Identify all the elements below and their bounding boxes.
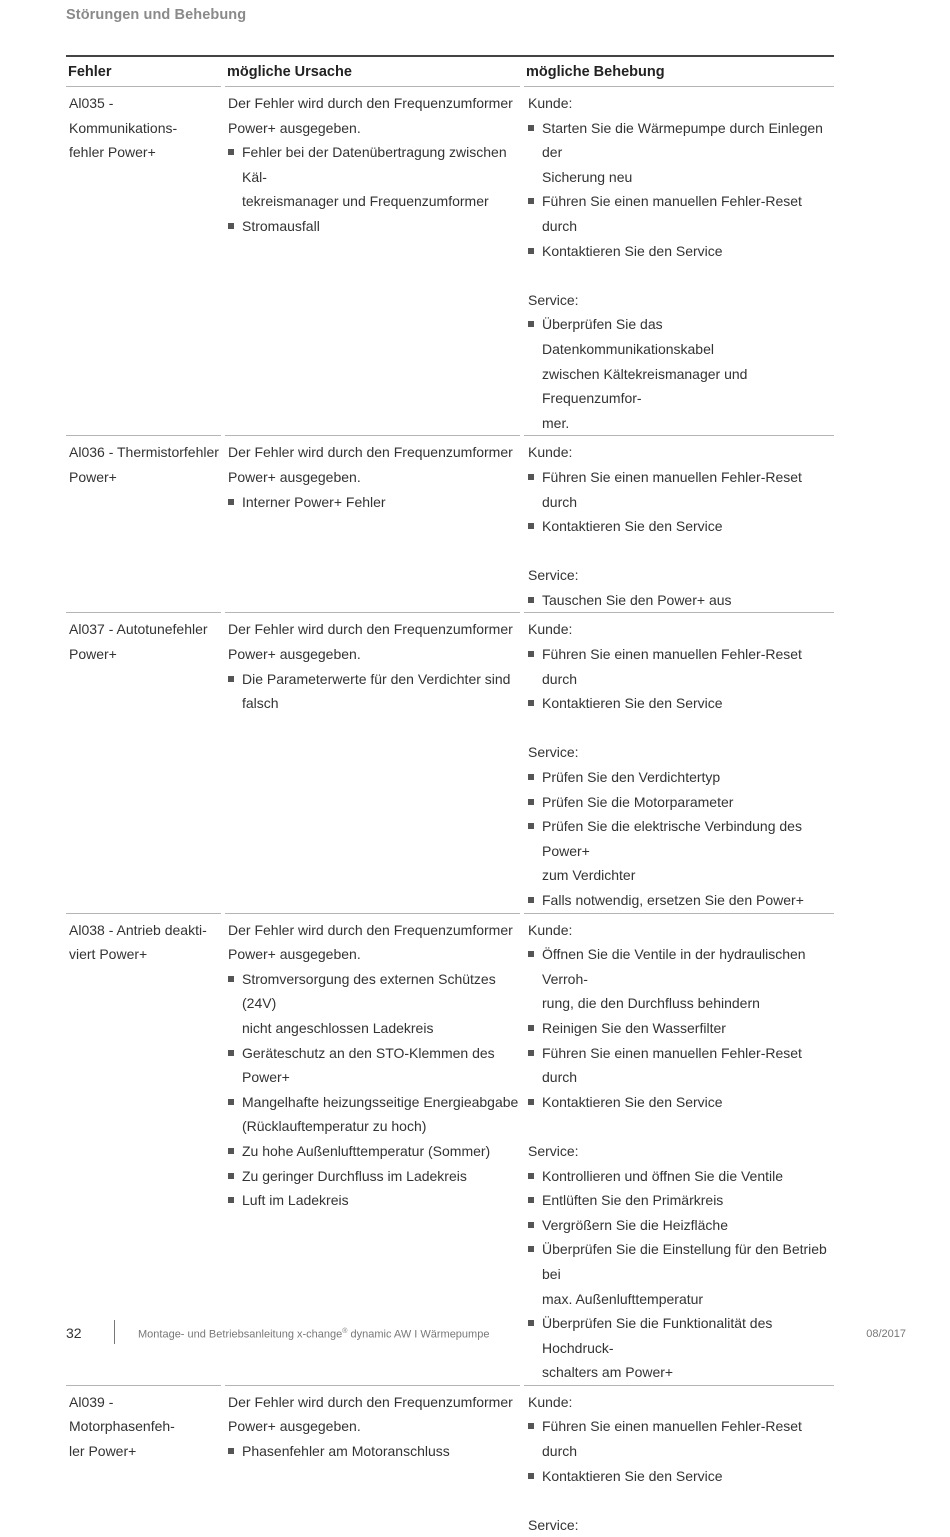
error-code-cell	[66, 1386, 221, 1537]
cause-text: Stromausfall	[242, 217, 320, 234]
cause-item	[228, 1041, 520, 1090]
cause-item	[228, 1188, 520, 1213]
customer-step-text: Führen Sie einen manuellen Fehler-Reset durch	[542, 193, 802, 234]
registered-mark: ®	[342, 1328, 348, 1335]
service-step-item	[528, 814, 834, 888]
service-step-item	[528, 1164, 834, 1189]
service-step-text: Falls notwendig, ersetzen Sie den Power+	[542, 892, 804, 908]
customer-step-item	[528, 942, 834, 1016]
customer-label: Kunde:	[528, 921, 573, 938]
error-code-line: Al039 - Motorphasenfeh-	[69, 1393, 175, 1435]
service-step-text: mer.	[542, 414, 570, 431]
cause-text: Mangelhafte heizungsseitige Energieabgabe	[242, 1093, 519, 1110]
customer-step-text: Führen Sie einen manuellen Fehler-Reset durch	[542, 1044, 802, 1086]
service-step-text: zum Verdichter	[542, 867, 636, 884]
cause-intro-line: Power+ ausgegeben.	[228, 1418, 361, 1435]
error-code-line: viert Power+	[69, 946, 148, 963]
cause-intro-line: Der Fehler wird durch den Frequenzumformer	[228, 621, 513, 638]
table-row	[66, 436, 834, 613]
bullet-icon	[528, 198, 534, 204]
cause-text: Interner Power+ Fehler	[242, 493, 386, 510]
service-label: Service:	[528, 567, 579, 584]
cause-cell	[225, 87, 520, 436]
service-step-item	[528, 765, 834, 790]
cause-text: (Rücklauftemperatur zu hoch)	[242, 1118, 427, 1135]
cause-list	[228, 490, 520, 515]
group-spacer	[528, 539, 834, 564]
cause-item	[228, 1164, 520, 1189]
customer-step-item	[528, 514, 834, 539]
table-row	[66, 613, 834, 913]
column-header-behebung: mögliche Behebung	[524, 57, 834, 87]
service-step-item	[528, 790, 834, 815]
bullet-icon	[528, 1423, 534, 1429]
cause-intro-line: Der Fehler wird durch den Frequenzumformer	[228, 1393, 513, 1410]
cause-text: nicht angeschlossen Ladekreis	[242, 1019, 434, 1036]
customer-step-item	[528, 189, 834, 238]
error-code-line: Al038 - Antrieb deakti-	[69, 921, 207, 938]
remedy-cell	[524, 87, 834, 436]
customer-step-text: Kontaktieren Sie den Service	[542, 242, 723, 259]
customer-step-item	[528, 116, 834, 190]
bullet-icon	[228, 1050, 234, 1056]
customer-step-item	[528, 642, 834, 691]
bullet-icon	[228, 499, 234, 505]
error-code-line: Al036 - Thermistorfehler	[69, 444, 219, 461]
cause-list	[228, 1439, 520, 1464]
error-code-line: Al035 - Kommunikations-	[69, 95, 178, 136]
footer-divider	[114, 1320, 115, 1344]
customer-step-list	[528, 642, 834, 716]
bullet-icon	[528, 1473, 534, 1479]
service-step-text: Kontrollieren und öffnen Sie die Ventile	[542, 1167, 784, 1184]
service-step-item	[528, 312, 834, 435]
bullet-icon	[228, 1197, 234, 1203]
cause-text: Zu hohe Außenlufttemperatur (Sommer)	[242, 1142, 491, 1159]
customer-step-item	[528, 1414, 834, 1463]
service-step-text: max. Außenlufttemperatur	[542, 1290, 704, 1307]
bullet-icon	[528, 597, 534, 603]
cause-intro-line: Der Fehler wird durch den Frequenzumformer	[228, 95, 513, 111]
bullet-icon	[528, 1050, 534, 1056]
service-step-item	[528, 1213, 834, 1238]
service-step-list	[528, 1164, 834, 1385]
service-step-text: Überprüfen Sie die Funktionalität des Hochdruck-	[542, 1315, 773, 1356]
service-step-text: zwischen Kältekreismanager und Frequenzumfor-	[542, 365, 748, 407]
customer-step-text: rung, die den Durchfluss behindern	[542, 995, 760, 1012]
group-spacer	[528, 263, 834, 288]
cause-item	[228, 967, 520, 1041]
customer-step-text: Starten Sie die Wärmepumpe durch Einlegen der	[542, 119, 823, 161]
bullet-icon	[528, 248, 534, 254]
bullet-icon	[528, 1197, 534, 1203]
customer-label: Kunde:	[528, 95, 573, 111]
cause-intro-line: Power+ ausgegeben.	[228, 646, 361, 663]
customer-label: Kunde:	[528, 1393, 573, 1410]
document-title-suffix: dynamic AW I Wärmepumpe	[347, 1328, 490, 1341]
cause-list	[228, 967, 520, 1213]
customer-step-item	[528, 1090, 834, 1115]
cause-cell	[225, 613, 520, 913]
service-step-text: Entlüften Sie den Primärkreis	[542, 1192, 724, 1209]
table-row	[66, 914, 834, 1386]
table-header	[66, 57, 834, 87]
document-title-main: Montage- und Betriebsanleitung x-change	[138, 1328, 343, 1341]
bullet-icon	[528, 951, 534, 957]
customer-step-text: Öffnen Sie die Ventile in der hydraulischen Verroh-	[542, 946, 806, 987]
bullet-icon	[528, 700, 534, 706]
bullet-icon	[228, 1448, 234, 1454]
cause-item	[228, 490, 520, 515]
group-spacer	[528, 1488, 834, 1513]
customer-step-item	[528, 1016, 834, 1041]
service-label: Service:	[528, 1142, 579, 1159]
customer-step-list	[528, 116, 834, 264]
error-code-line: Power+	[69, 646, 117, 663]
cause-item	[228, 1439, 520, 1464]
bullet-icon	[528, 1025, 534, 1031]
bullet-icon	[528, 1246, 534, 1252]
service-label: Service:	[528, 291, 579, 308]
bullet-icon	[528, 1320, 534, 1326]
cause-list	[228, 140, 520, 238]
bullet-icon	[528, 125, 534, 131]
remedy-cell	[524, 914, 834, 1386]
customer-step-item	[528, 1464, 834, 1489]
service-step-text: Prüfen Sie die elektrische Verbindung des Power+	[542, 818, 802, 859]
bullet-icon	[528, 823, 534, 829]
document-date: 08/2017	[866, 1328, 906, 1340]
cause-text: Fehler bei der Datenübertragung zwischen Käl-	[242, 144, 507, 185]
customer-step-item	[528, 465, 834, 514]
cause-intro-line: Power+ ausgegeben.	[228, 468, 361, 485]
table-body	[66, 87, 834, 1537]
bullet-icon	[528, 774, 534, 780]
cause-cell	[225, 914, 520, 1386]
document-title	[138, 1328, 489, 1341]
cause-intro-line: Power+ ausgegeben.	[228, 119, 361, 136]
service-label: Service:	[528, 1516, 579, 1533]
cause-text: Phasenfehler am Motoranschluss	[242, 1443, 450, 1460]
group-spacer	[528, 716, 834, 741]
section-title: Störungen und Behebung	[66, 7, 247, 23]
remedy-cell	[524, 436, 834, 613]
bullet-icon	[528, 523, 534, 529]
service-step-item	[528, 1311, 834, 1385]
cause-text: Zu geringer Durchfluss im Ladekreis	[242, 1167, 467, 1184]
error-code-cell	[66, 436, 221, 613]
bullet-icon	[528, 474, 534, 480]
customer-step-item	[528, 691, 834, 716]
customer-step-text: Sicherung neu	[542, 168, 633, 185]
customer-step-text: Führen Sie einen manuellen Fehler-Reset durch	[542, 646, 802, 687]
bullet-icon	[528, 897, 534, 903]
service-step-list	[528, 588, 834, 613]
customer-step-text: Kontaktieren Sie den Service	[542, 1093, 723, 1110]
service-label: Service:	[528, 744, 579, 761]
service-step-text: Vergrößern Sie die Heizfläche	[542, 1216, 728, 1233]
cause-item	[228, 214, 520, 239]
service-step-text: Überprüfen Sie das Datenkommunikationskabel	[542, 316, 714, 357]
service-step-text: Prüfen Sie die Motorparameter	[542, 793, 734, 810]
customer-step-text: Reinigen Sie den Wasserfilter	[542, 1019, 726, 1036]
bullet-icon	[228, 149, 234, 155]
cause-cell	[225, 436, 520, 613]
customer-step-text: Kontaktieren Sie den Service	[542, 518, 723, 535]
customer-step-list	[528, 465, 834, 539]
customer-step-text: Führen Sie einen manuellen Fehler-Reset durch	[542, 1418, 802, 1460]
bullet-icon	[228, 1148, 234, 1154]
column-header-ursache: mögliche Ursache	[225, 57, 520, 87]
bullet-icon	[228, 1173, 234, 1179]
table-row	[66, 1386, 834, 1537]
cause-list	[228, 667, 520, 716]
bullet-icon	[528, 651, 534, 657]
service-step-text: Überprüfen Sie die Einstellung für den Betrieb bei	[542, 1241, 827, 1282]
bullet-icon	[528, 1222, 534, 1228]
customer-step-item	[528, 239, 834, 264]
cause-intro-line: Power+ ausgegeben.	[228, 946, 361, 963]
remedy-cell	[524, 1386, 834, 1537]
error-code-cell	[66, 914, 221, 1386]
cause-item	[228, 667, 520, 716]
service-step-text: Tauschen Sie den Power+ aus	[542, 591, 732, 608]
bullet-icon	[528, 1099, 534, 1105]
cause-text: Luft im Ladekreis	[242, 1192, 349, 1209]
customer-label: Kunde:	[528, 621, 573, 638]
cause-item	[228, 1139, 520, 1164]
bullet-icon	[228, 1099, 234, 1105]
cause-text: Geräteschutz an den STO-Klemmen des Power+	[242, 1044, 495, 1086]
service-step-item	[528, 888, 834, 913]
error-code-cell	[66, 613, 221, 913]
page-number: 32	[66, 1325, 82, 1341]
bullet-icon	[528, 799, 534, 805]
customer-step-list	[528, 942, 834, 1114]
service-step-list	[528, 765, 834, 913]
service-step-item	[528, 1237, 834, 1311]
customer-step-text: Kontaktieren Sie den Service	[542, 695, 723, 712]
error-code-line: fehler Power+	[69, 144, 156, 161]
error-code-line: ler Power+	[69, 1443, 137, 1460]
fault-table	[66, 55, 834, 1537]
cause-text: Stromversorgung des externen Schützes (24V)	[242, 970, 496, 1012]
cause-item	[228, 140, 520, 214]
bullet-icon	[528, 1173, 534, 1179]
cause-intro-line: Der Fehler wird durch den Frequenzumformer	[228, 921, 513, 938]
cause-cell	[225, 1386, 520, 1537]
bullet-icon	[528, 321, 534, 327]
customer-label: Kunde:	[528, 444, 573, 461]
service-step-list	[528, 312, 834, 435]
customer-step-text: Führen Sie einen manuellen Fehler-Reset durch	[542, 468, 802, 510]
customer-step-list	[528, 1414, 834, 1488]
customer-step-text: Kontaktieren Sie den Service	[542, 1467, 723, 1484]
service-step-text: schalters am Power+	[542, 1364, 674, 1381]
bullet-icon	[228, 976, 234, 982]
service-step-item	[528, 1188, 834, 1213]
cause-text: tekreismanager und Frequenzumformer	[242, 193, 489, 210]
remedy-cell	[524, 613, 834, 913]
service-step-item	[528, 588, 834, 613]
error-code-line: Power+	[69, 468, 117, 485]
customer-step-item	[528, 1041, 834, 1090]
cause-text: falsch	[242, 695, 279, 712]
error-code-line: Al037 - Autotunefehler	[69, 621, 208, 638]
error-code-cell	[66, 87, 221, 436]
bullet-icon	[228, 676, 234, 682]
bullet-icon	[228, 223, 234, 229]
group-spacer	[528, 1114, 834, 1139]
service-step-text: Prüfen Sie den Verdichtertyp	[542, 769, 721, 786]
cause-item	[228, 1090, 520, 1139]
cause-intro-line: Der Fehler wird durch den Frequenzumformer	[228, 444, 513, 461]
cause-text: Die Parameterwerte für den Verdichter sind	[242, 670, 511, 687]
table-row	[66, 87, 834, 436]
column-header-fehler: Fehler	[66, 57, 221, 87]
